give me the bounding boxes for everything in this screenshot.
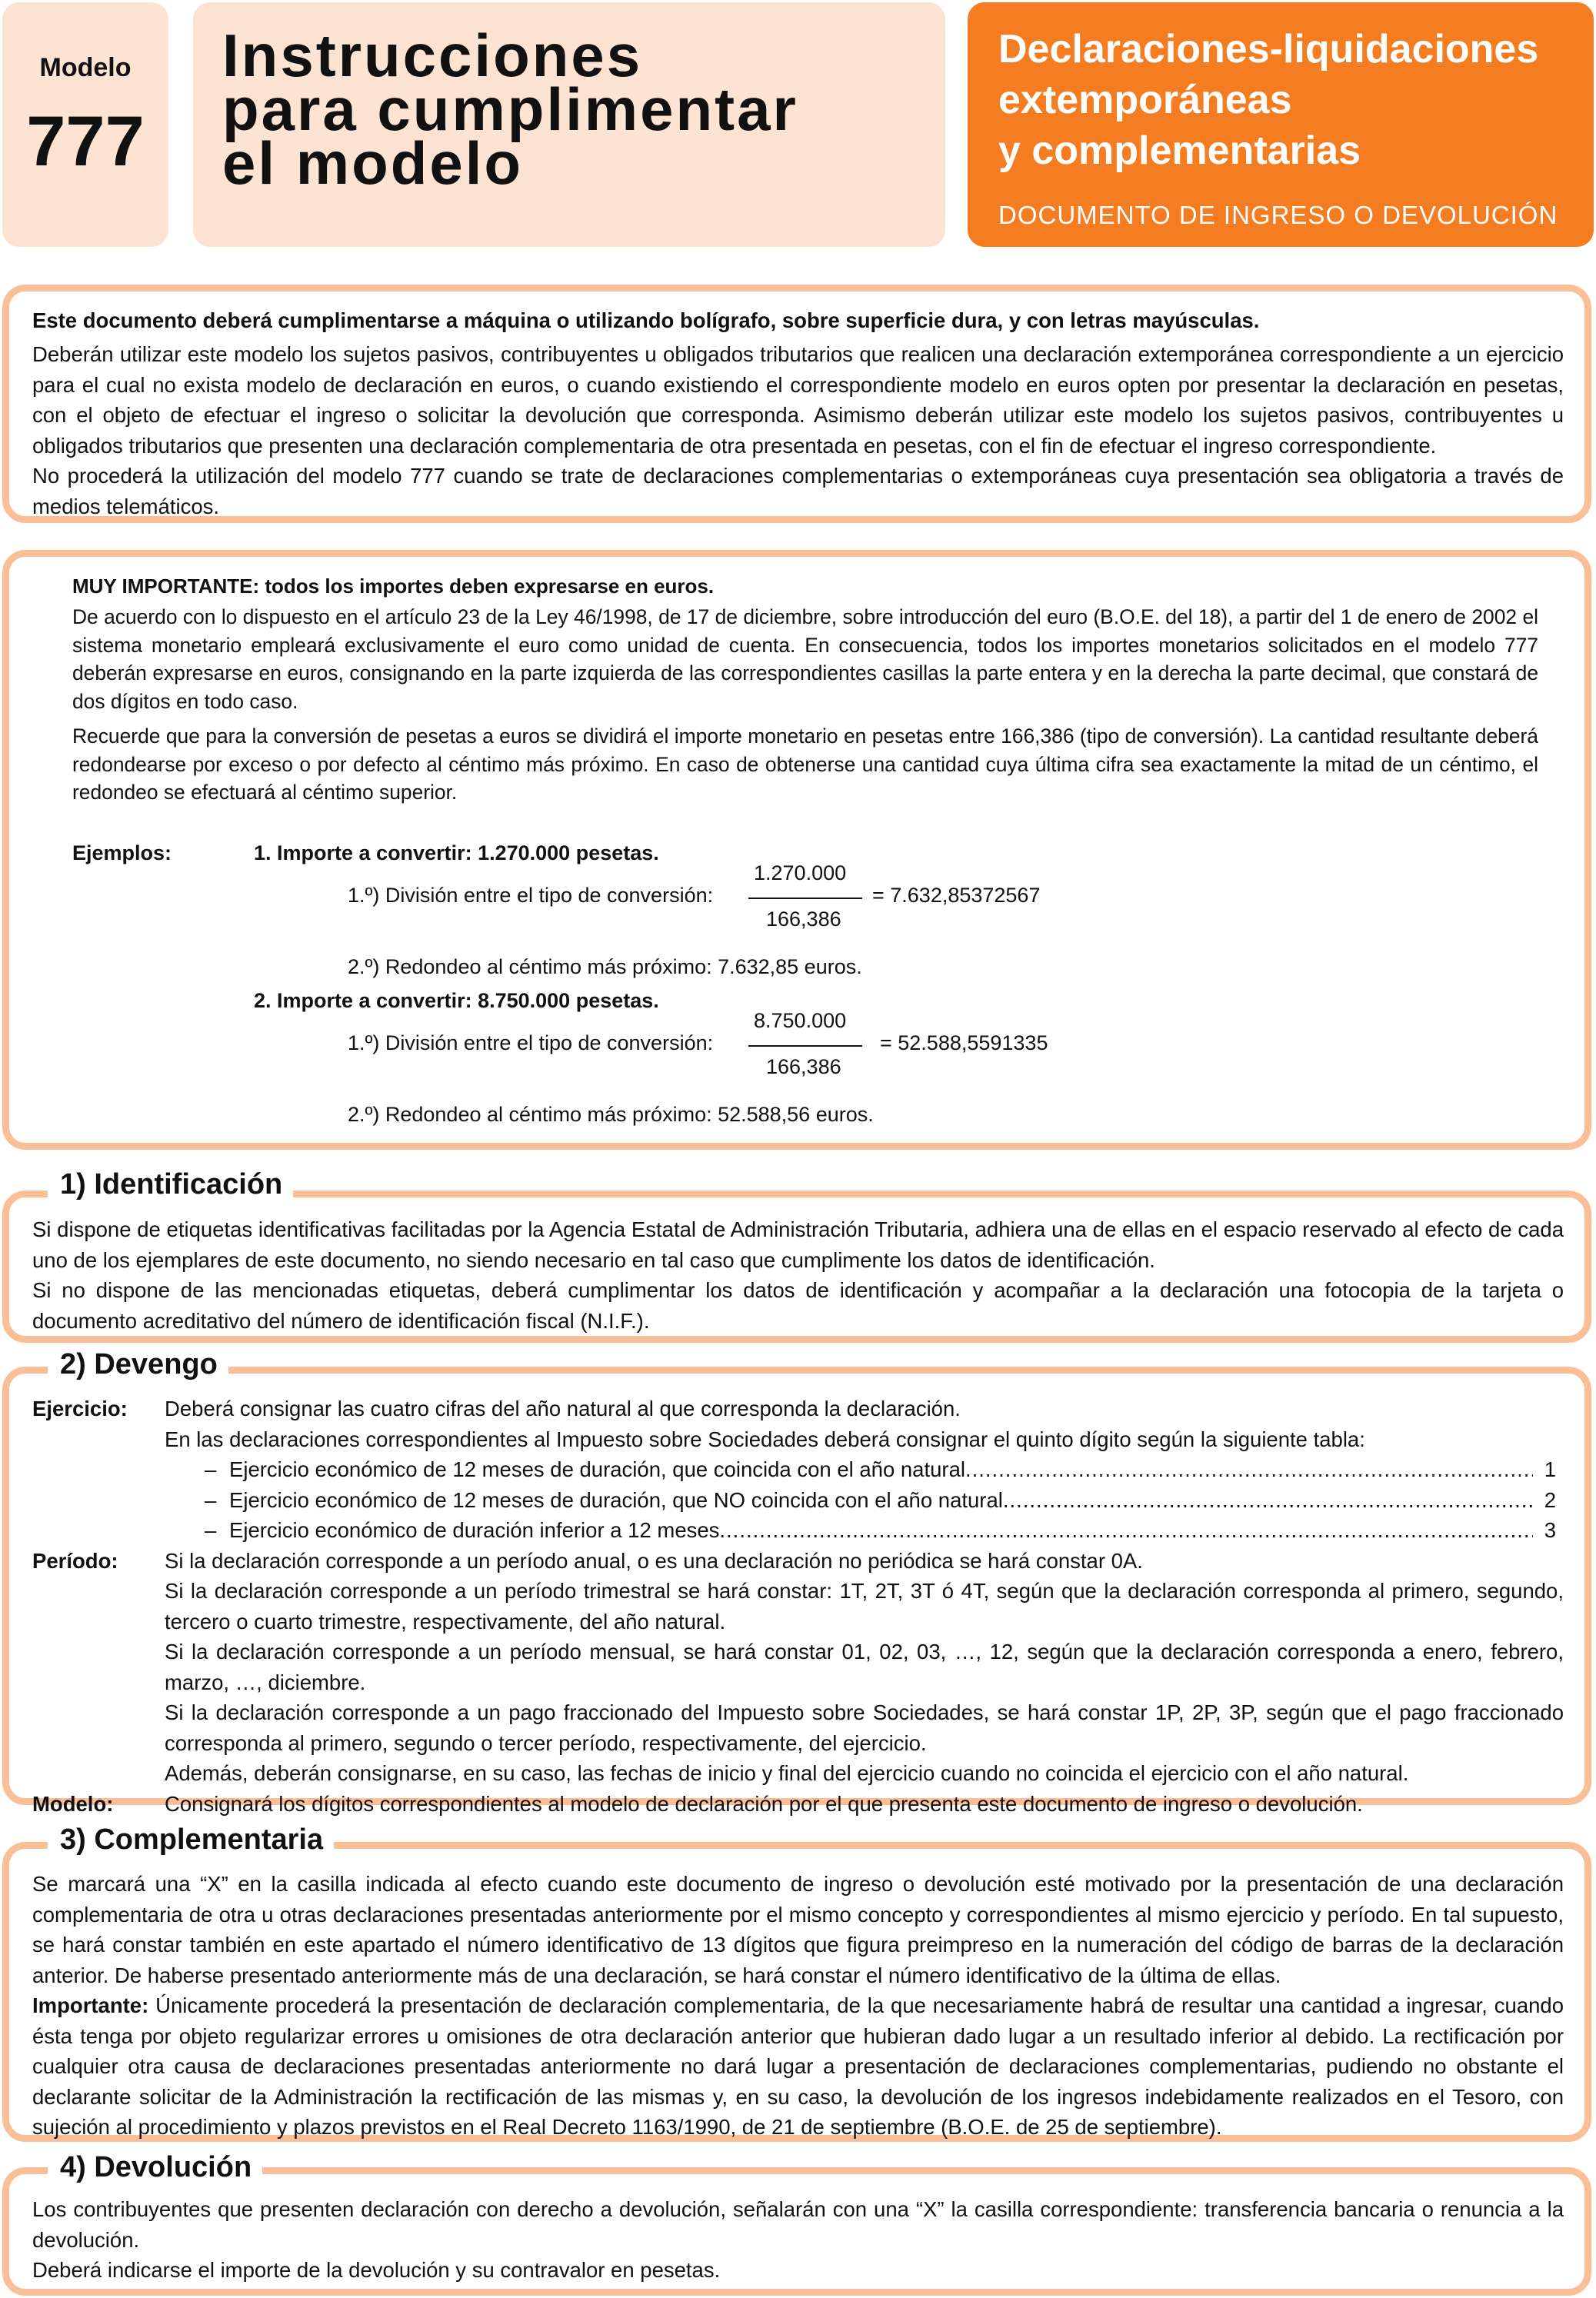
identificacion-box <box>2 1191 1591 1343</box>
periodo-row <box>32 1546 1564 1789</box>
ejercicio-text-1: Deberá consignar las cuatro cifras del año natural al que corresponda la declaración. <box>165 1397 961 1420</box>
devolucion-paragraph-1: Los contribuyentes que presenten declaración con derecho a devolución, señalarán con una “X” la casilla correspondiente: transferencia bancaria o renuncia a la devolución. <box>32 2197 1564 2252</box>
importante-label: Importante: <box>32 1993 149 2017</box>
title-panel <box>193 2 945 247</box>
example-1-denominator: 166,386 <box>766 908 841 931</box>
list-item-value: 1 <box>1544 1457 1556 1481</box>
intro-box <box>2 285 1591 523</box>
example-2-result: = 52.588,5591335 <box>880 1031 1048 1054</box>
intro-lead: Este documento deberá cumplimentarse a máquina o utilizando bolígrafo, sobre superficie dura, y con letras mayúsculas. <box>32 308 1260 332</box>
declaraciones-panel <box>968 2 1594 247</box>
devolucion-heading: 4) Devolución <box>48 2150 262 2184</box>
list-item-text: Ejercicio económico de duración inferior a 12 meses <box>229 1518 720 1542</box>
intro-paragraph-1: Deberán utilizar este modelo los sujetos pasivos, contribuyentes u obligados tributarios que realicen una declaración extemporánea correspondiente a un ejercicio para el cual no exista modelo de declaración en euros, o cuando existiendo el correspondiente modelo en euros opten por presentar la declaración en pesetas, con el objeto de efectuar el ingreso o solicitar la devolución que corresponda. Asimismo deberán utilizar este modelo los sujetos pasivos, contribuyentes u obligados tributarios que presenten una declaración complementaria de otra presentada en pesetas, con el fin de efectuar el ingreso correspondiente. <box>32 342 1564 458</box>
documento-subtitle: DOCUMENTO DE INGRESO O DEVOLUCIÓN <box>998 201 1558 229</box>
example-2-step1: 1.º) División entre el tipo de conversión: <box>348 1031 714 1054</box>
ejercicio-label: Ejercicio: <box>32 1397 128 1420</box>
intro-paragraph-2: No procederá la utilización del modelo 777 cuando se trate de declaraciones complementarias o extemporáneas cuya presentación sea obligatoria a través de medios telemáticos. <box>32 464 1564 518</box>
ejercicio-row-2 <box>32 1424 1564 1455</box>
example-2-fraction-bar <box>748 1045 862 1047</box>
modelo-number: 777 <box>26 102 145 181</box>
ejercicio-text-2: En las declaraciones correspondientes al Impuesto sobre Sociedades deberá consignar el quinto dígito según la siguiente tabla: <box>165 1427 1365 1451</box>
example-1-result: = 7.632,85372567 <box>872 884 1041 907</box>
list-item-value: 2 <box>1544 1487 1556 1512</box>
complementaria-body <box>32 1869 1564 2143</box>
periodo-text-1: Si la declaración corresponde a un período anual, o es una declaración no periódica se hará constar 0A. <box>165 1548 1143 1573</box>
page-title: Instrucciones para cumplimentar el modelo <box>222 22 798 197</box>
complementaria-paragraph-2 <box>32 1990 1564 2143</box>
example-2-denominator: 166,386 <box>766 1055 841 1078</box>
periodo-text-3: Si la declaración corresponde a un período mensual, se hará constar 01, 02, 03, …, 12, según que la declaración corresponda a enero, febrero, marzo, …, diciembre. <box>165 1640 1564 1694</box>
identificacion-paragraph-2: Si no dispone de las mencionadas etiquetas, deberá cumplimentar los datos de identificación y acompañar a la declaración una fotocopia de la tarjeta o documento acreditativo del número de identificación fiscal (N.I.F.). <box>32 1278 1564 1333</box>
list-item-value: 3 <box>1544 1518 1556 1542</box>
list-item: – Ejercicio económico de 12 meses de duración, que NO coincida con el año natural ..... 2 <box>165 1485 1564 1516</box>
periodo-text-4: Si la declaración corresponde a un pago fraccionado del Impuesto sobre Sociedades, se hará constar 1P, 2P, 3P, según que el pago fraccionado corresponda al primero, segundo o tercer período, respectivamente, del ejercicio. <box>165 1700 1564 1755</box>
list-item-text: Ejercicio económico de 12 meses de duración, que coincida con el año natural <box>229 1457 965 1481</box>
example-2-numerator: 8.750.000 <box>754 1009 847 1032</box>
complementaria-paragraph-1: Se marcará una “X” en la casilla indicada al efecto cuando este documento de ingreso o devolución esté motivado por la presentación de una declaración complementaria de otra u otras declaraciones presentadas anteriormente por el mismo concepto y correspondientes al mismo ejercicio y período. En tal supuesto, se hará constar también en este apartado el número identificativo de 13 dígitos que figura preimpreso en la numeración del código de barras de la declaración anterior. De haberse presentado anteriormente más de una declaración, se hará constar el número identificativo de la última de ellas. <box>32 1872 1564 1987</box>
identificacion-paragraph-1: Si dispone de etiquetas identificativas facilitadas por la Agencia Estatal de Administración Tributaria, adhiera una de ellas en el espacio reservado al efecto de cada uno de los ejemplares de este documento, no siendo necesario en tal caso que cumplimente los datos de identificación. <box>32 1217 1564 1272</box>
modelo-row <box>32 1789 1564 1820</box>
list-item-text: Ejercicio económico de 12 meses de duración, que NO coincida con el año natural <box>229 1487 1003 1512</box>
example-1-fraction-bar <box>748 898 862 899</box>
devolucion-body <box>32 2194 1564 2286</box>
example-2-title: 2. Importe a convertir: 8.750.000 pesetas. <box>254 989 659 1012</box>
leader-dots <box>1003 1485 1533 1516</box>
complementaria-heading: 3) Complementaria <box>48 1823 334 1857</box>
complementaria-box <box>2 1842 1591 2142</box>
periodo-label: Período: <box>32 1548 118 1573</box>
modelo-row-text: Consignará los dígitos correspondientes al modelo de declaración por el que presenta este documento de ingreso o devolución. <box>165 1791 1363 1816</box>
periodo-text-5: Además, deberán consignarse, en su caso, las fechas de inicio y final del ejercicio cuando no coincida el ejercicio con el año natural. <box>165 1761 1409 1785</box>
leader-dots <box>965 1454 1533 1485</box>
devolucion-paragraph-2: Deberá indicarse el importe de la devolución y su contravalor en pesetas. <box>32 2258 721 2282</box>
modelo-badge <box>2 2 168 247</box>
periodo-text-2: Si la declaración corresponde a un período trimestral se hará constar: 1T, 2T, 3T ó 4T, según que la declaración corresponda al primero, segundo, tercero o cuarto trimestre, respectivamente, del año natural. <box>165 1579 1564 1634</box>
devengo-heading: 2) Devengo <box>48 1347 228 1381</box>
euro-box <box>2 550 1591 1150</box>
modelo-label: Modelo <box>39 53 132 82</box>
example-1-step2: 2.º) Redondeo al céntimo más próximo: 7.632,85 euros. <box>348 955 862 978</box>
euro-lead: MUY IMPORTANTE: todos los importes deben expresarse en euros. <box>72 574 715 598</box>
ejercicio-row <box>32 1394 1564 1424</box>
importante-text: Únicamente procederá la presentación de declaración complementaria, de la que necesariamente habrá de resultar una cantidad a ingresar, cuando ésta tenga por objeto regularizar errores u omisiones de otra declaración anterior que hubieran dado lugar a un resultado inferior al debido. La rectificación por cualquier otra causa de declaraciones presentadas anteriormente no dará lugar a presentación de declaraciones complementarias, pudiendo no obstante el declarante solicitar de la Administración la rectificación de las mismas y, en su caso, la devolución de los ingresos indebidamente realizados en el Tesoro, con sujeción al procedimiento y plazos previstos en el Real Decreto 1163/1990, de 21 de septiembre (B.O.E. de 25 de septiembre). <box>32 1993 1564 2139</box>
ejercicio-table <box>32 1454 1564 1546</box>
example-2-step2: 2.º) Redondeo al céntimo más próximo: 52.588,56 euros. <box>348 1103 874 1126</box>
example-1-numerator: 1.270.000 <box>754 861 847 884</box>
euro-body <box>72 603 1538 807</box>
list-item: – Ejercicio económico de duración inferior a 12 meses ..... 3 <box>165 1515 1564 1546</box>
ejemplos-label: Ejemplos: <box>72 841 172 864</box>
euro-paragraph-1: De acuerdo con lo dispuesto en el artículo 23 de la Ley 46/1998, de 17 de diciembre, sobre introducción del euro (B.O.E. del 18), a partir del 1 de enero de 2002 el sistema monetario empleará exclusivamente el euro como unidad de cuenta. En consecuencia, todos los importes monetarios solicitados en el modelo 777 deberán expresarse en euros, consignando en la parte izquierda de las correspondientes casillas la parte entera y en la derecha la parte decimal, que constará de dos dígitos en todo caso. <box>72 605 1538 713</box>
devolucion-box <box>2 2167 1591 2296</box>
leader-dots <box>719 1515 1533 1546</box>
identificacion-heading: 1) Identificación <box>48 1167 293 1201</box>
euro-paragraph-2: Recuerde que para la conversión de pesetas a euros se dividirá el importe monetario en pesetas entre 166,386 (tipo de conversión). La cantidad resultante deberá redondearse por exceso o por defecto al céntimo más próximo. En caso de obtenerse una cantidad cuya última cifra sea exactamente la mitad de un céntimo, el redondeo se efectuará al céntimo superior. <box>72 724 1538 804</box>
identificacion-body <box>32 1214 1564 1336</box>
declaraciones-heading: Declaraciones-liquidaciones extemporáneas y complementarias <box>998 27 1539 173</box>
list-item: – Ejercicio económico de 12 meses de duración, que coincida con el año natural ..... 1 <box>165 1454 1564 1485</box>
intro-body <box>32 339 1564 521</box>
modelo-row-label: Modelo: <box>32 1791 114 1816</box>
example-1-title: 1. Importe a convertir: 1.270.000 pesetas. <box>254 841 659 864</box>
example-1-step1: 1.º) División entre el tipo de conversión: <box>348 884 714 907</box>
devengo-box <box>2 1367 1591 1816</box>
